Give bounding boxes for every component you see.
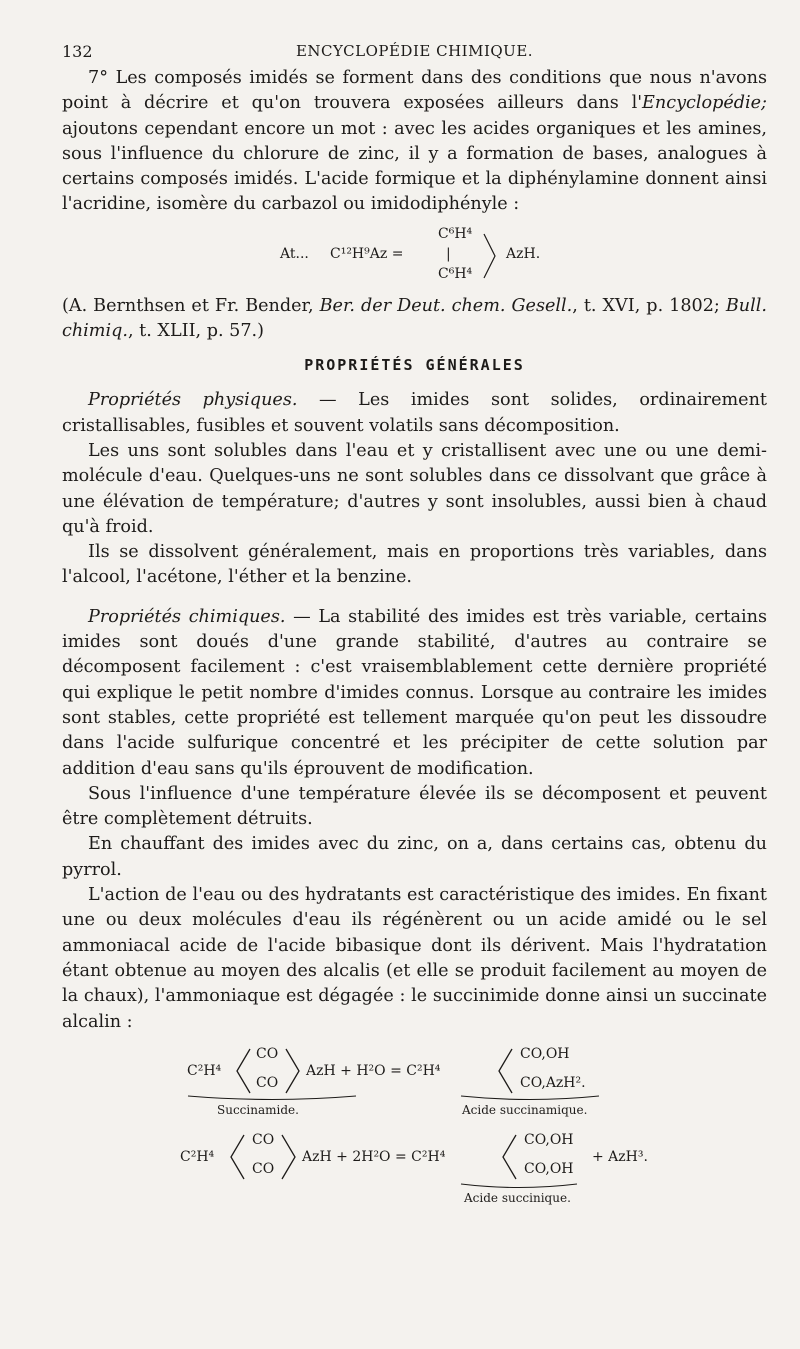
eq1-co-top: CO [256, 1045, 279, 1062]
formula-prefix: At... [280, 245, 309, 262]
physical-properties: Propriétés physiques. — Les imides sont solides, ordinairement cristallisables, fusibles et souvent volatils sans décomposition. [62, 390, 767, 436]
eq2-tail: + AzH³. [592, 1148, 648, 1165]
paragraph-heat: Sous l'influence d'une température élevée ils se décomposent et peuvent être complètement détruits. [62, 783, 767, 830]
caption-succinamic-acid: Acide succinamique. [462, 1102, 588, 1117]
section-title: PROPRIÉTÉS GÉNÉRALES [304, 356, 525, 375]
paragraph-solubility: Les uns sont solubles dans l'eau et y cristallisent avec une ou une demi-molécule d'eau. Quelques-uns ne sont solubles dans ce dissolvant que grâce à une élévation de température; d'autres y sont insolubles, aussi bien à chaud qu'à froid. [62, 440, 767, 537]
underbrace-right [460, 1095, 600, 1103]
equation-succinamide [62, 1043, 767, 1119]
eq1-mid: AzH + H²O = C²H⁴ [306, 1062, 441, 1079]
formula-bar: | [446, 245, 451, 262]
equation-succinate [62, 1129, 767, 1211]
page-header [62, 42, 767, 66]
eq2-left: C²H⁴ [180, 1148, 215, 1165]
underbrace-left [187, 1095, 357, 1103]
formula-bottom: C⁶H⁴ [438, 265, 473, 282]
eq1-co-bottom: CO [256, 1074, 279, 1091]
bracket-right-icon [284, 1047, 302, 1095]
chemical-properties: Propriétés chimiques. — La stabilité des imides est très variable, certains imides sont doués d'une grande stabilité, d'autres au contraire se décomposent facilement : c'est vraisemblablement cette dernière propriété qui explique le petit nombre d'imides connus. Lorsque au contraire les imides sont stables, cette propriété est tellement marquée qu'on peut les dissoudre dans l'acide sulfurique concentré et les précipiter de cette solution par addition d'eau sans qu'ils éprouvent de modification. [62, 606, 767, 779]
paragraph-solvents: Ils se dissolvent généralement, mais en proportions très variables, dans l'alcool, l'acétone, l'éther et la benzine. [62, 542, 767, 588]
eq1-left: C²H⁴ [187, 1062, 222, 1079]
bracket-left-icon [234, 1047, 252, 1095]
eq2-mid: AzH + 2H²O = C²H⁴ [302, 1148, 446, 1165]
bracket-right-icon [280, 1133, 298, 1181]
page-number: 132 [62, 42, 93, 61]
bracket-right-icon [482, 232, 498, 280]
paragraph-zinc: En chauffant des imides avec du zinc, on a, dans certains cas, obtenu du pyrrol. [62, 834, 767, 880]
bracket-left-icon [496, 1047, 514, 1095]
eq1-right-top: CO,OH [520, 1045, 570, 1062]
formula-lhs: C¹²H⁹Az = [330, 245, 404, 262]
paragraph-intro: 7° Les composés imidés se forment dans des conditions que nous n'avons point à décrire et qu'on trouvera exposées ailleurs dans l'Encyclopédie; ajoutons cependant encore un mot : avec les acides organiques et les amines, sous l'influence du chlorure de zinc, il y a formation de bases, analogues à certains composés imidés. L'acide formique et la diphénylamine donnent ainsi l'acridine, isomère du carbazol ou imidodiphényle : [62, 68, 767, 215]
eq2-co-top: CO [252, 1131, 275, 1148]
eq1-right-bottom: CO,AzH². [520, 1074, 586, 1091]
reference: (A. Bernthsen et Fr. Bender, Ber. der Deut. chem. Gesell., t. XVI, p. 1802; Bull. chimiq., t. XLII, p. 57.) [62, 295, 767, 342]
acridine-formula [62, 218, 767, 288]
underbrace-right [460, 1183, 578, 1191]
running-title: ENCYCLOPÉDIE CHIMIQUE. [295, 42, 534, 60]
eq2-co-bottom: CO [252, 1160, 275, 1177]
paragraph-hydration: L'action de l'eau ou des hydratants est caractéristique des imides. En fixant une ou deux molécules d'eau ils régénèrent ou un acide amidé ou le sel ammoniacal acide de l'acide bibasique dont ils dérivent. Mais l'hydratation étant obtenue au moyen des alcalis (et elle se produit facilement au moyen de la chaux), l'ammoniaque est dégagée : le succinimide donne ainsi un succinate alcalin : [62, 885, 767, 1032]
eq2-right-bottom: CO,OH [524, 1160, 574, 1177]
formula-top: C⁶H⁴ [438, 225, 473, 242]
caption-succinic-acid: Acide succinique. [464, 1190, 571, 1205]
bracket-left-icon [228, 1133, 246, 1181]
formula-rhs: AzH. [506, 245, 541, 262]
page [62, 42, 767, 1211]
caption-succinamide: Succinamide. [217, 1102, 299, 1117]
bracket-left-icon [500, 1133, 518, 1181]
eq2-right-top: CO,OH [524, 1131, 574, 1148]
